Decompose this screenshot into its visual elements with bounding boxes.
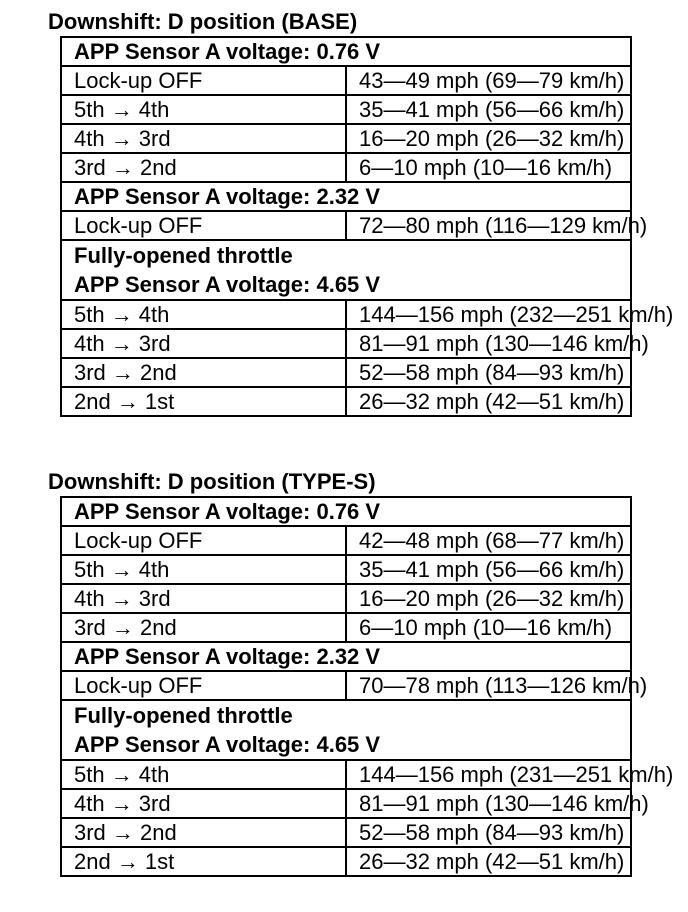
shift-label: 2nd → 1st [61,387,346,416]
table-row [61,153,631,182]
shift-label: 2nd → 1st [61,847,346,876]
table-row [61,358,631,387]
shift-speed: 42—48 mph (68—77 km/h) [346,526,631,555]
shift-speed: 43—49 mph (69—79 km/h) [346,66,631,95]
table-row [61,66,631,95]
shift-speed: 144—156 mph (231—251 km/h) [346,760,631,789]
shift-label: 3rd → 2nd [61,818,346,847]
shift-label: Lock-up OFF [61,211,346,240]
section-title: Downshift: D position (BASE) [48,9,358,34]
types-shift-table [60,496,674,877]
throttle-header-line1: Fully-opened throttle [74,703,293,728]
table-row [61,387,631,416]
table-row [61,613,631,642]
throttle-header [61,240,631,300]
shift-label: 5th → 4th [61,300,346,329]
shift-label: 3rd → 2nd [61,358,346,387]
table-row [61,95,631,124]
table-row [61,329,631,358]
shift-speed: 6—10 mph (10—16 km/h) [346,613,631,642]
shift-label: 4th → 3rd [61,789,346,818]
voltage-header: APP Sensor A voltage: 0.76 V [61,497,631,526]
shift-speed: 144—156 mph (232—251 km/h) [346,300,631,329]
table-row [61,584,631,613]
base-downshift-section [0,8,688,417]
shift-label: 5th → 4th [61,555,346,584]
shift-label: 3rd → 2nd [61,613,346,642]
shift-label: 4th → 3rd [61,124,346,153]
shift-speed: 70—78 mph (113—126 km/h) [346,671,631,700]
types-downshift-section [0,468,688,877]
shift-label: Lock-up OFF [61,526,346,555]
table-row [61,211,631,240]
shift-speed: 52—58 mph (84—93 km/h) [346,358,631,387]
table-row [61,124,631,153]
shift-label: 3rd → 2nd [61,153,346,182]
table-header-row [61,497,631,526]
table-header-row [61,182,631,211]
throttle-header [61,700,631,760]
shift-speed: 35—41 mph (56—66 km/h) [346,555,631,584]
base-shift-table [60,36,674,417]
shift-label: 4th → 3rd [61,329,346,358]
shift-speed: 35—41 mph (56—66 km/h) [346,95,631,124]
throttle-header-line1: Fully-opened throttle [74,243,293,268]
table-header-row [61,240,631,300]
shift-speed: 16—20 mph (26—32 km/h) [346,124,631,153]
voltage-header: APP Sensor A voltage: 0.76 V [61,37,631,66]
table-row [61,526,631,555]
shift-label: 5th → 4th [61,760,346,789]
voltage-header: APP Sensor A voltage: 2.32 V [61,642,631,671]
section-title: Downshift: D position (TYPE-S) [48,469,376,494]
throttle-header-line2: APP Sensor A voltage: 4.65 V [74,732,381,757]
table-header-row [61,700,631,760]
table-header-row [61,37,631,66]
shift-label: Lock-up OFF [61,671,346,700]
table-row [61,789,631,818]
shift-speed: 26—32 mph (42—51 km/h) [346,387,631,416]
shift-speed: 26—32 mph (42—51 km/h) [346,847,631,876]
voltage-header: APP Sensor A voltage: 2.32 V [61,182,631,211]
shift-speed: 6—10 mph (10—16 km/h) [346,153,631,182]
throttle-header-line2: APP Sensor A voltage: 4.65 V [74,272,381,297]
shift-speed: 72—80 mph (116—129 km/h) [346,211,631,240]
table-header-row [61,642,631,671]
shift-label: 5th → 4th [61,95,346,124]
table-row [61,300,631,329]
table-row [61,847,631,876]
shift-speed: 81—91 mph (130—146 km/h) [346,329,631,358]
table-row [61,760,631,789]
shift-speed: 52—58 mph (84—93 km/h) [346,818,631,847]
table-row [61,555,631,584]
table-row [61,671,631,700]
table-row [61,818,631,847]
shift-speed: 16—20 mph (26—32 km/h) [346,584,631,613]
shift-speed: 81—91 mph (130—146 km/h) [346,789,631,818]
shift-label: 4th → 3rd [61,584,346,613]
shift-label: Lock-up OFF [61,66,346,95]
